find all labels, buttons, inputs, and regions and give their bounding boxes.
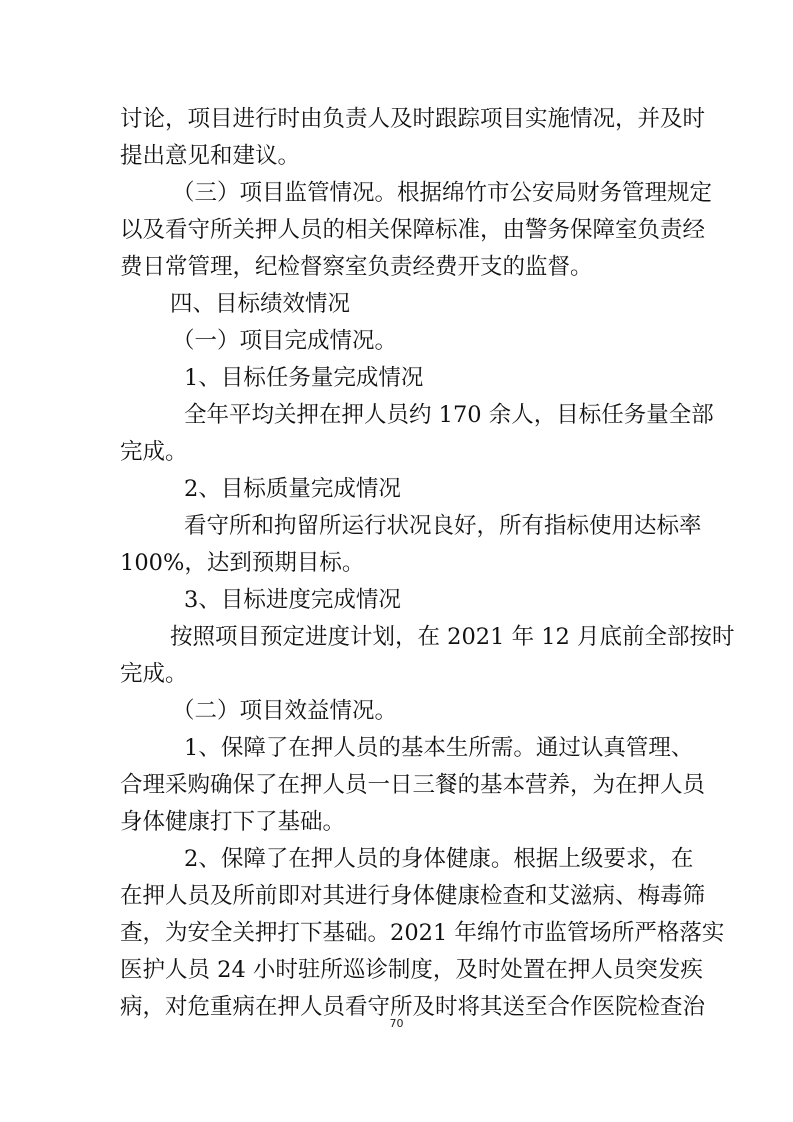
- text-line: 医护人员 24 小时驻所巡诊制度，及时处置在押人员突发疾: [120, 957, 703, 983]
- text-line: 身体健康打下了基础。: [120, 809, 346, 835]
- text-line: 1、保障了在押人员的基本生所需。通过认真管理、: [184, 735, 694, 761]
- text-line: 看守所和拘留所运行状况良好，所有指标使用达标率: [184, 513, 702, 539]
- text-line: 完成。: [120, 439, 188, 465]
- text-line: 以及看守所关押人员的相关保障标准，由警务保障室负责经: [120, 217, 706, 243]
- page-number: 70: [389, 1017, 404, 1030]
- subsection-heading: （一）项目完成情况。: [172, 328, 398, 354]
- text-line: 2、保障了在押人员的身体健康。根据上级要求，在: [184, 846, 694, 872]
- item-heading: 3、目标进度完成情况: [184, 587, 401, 613]
- item-heading: 1、目标任务量完成情况: [184, 365, 424, 391]
- item-heading: 2、目标质量完成情况: [184, 476, 401, 502]
- text-line: 病，对危重病在押人员看守所及时将其送至合作医院检查治: [120, 994, 706, 1020]
- text-line: 100%，达到预期目标。: [120, 550, 365, 576]
- section-heading: 四、目标绩效情况: [170, 291, 351, 317]
- subsection-heading: （二）项目效益情况。: [172, 698, 398, 724]
- text-line: 全年平均关押在押人员约 170 余人，目标任务量全部: [184, 402, 714, 428]
- text-line: 讨论，项目进行时由负责人及时跟踪项目实施情况，并及时: [120, 106, 706, 132]
- text-line: 费日常管理，纪检督察室负责经费开支的监督。: [120, 254, 593, 280]
- text-line: 按照项目预定进度计划，在 2021 年 12 月底前全部按时: [170, 624, 735, 650]
- text-line: 合理采购确保了在押人员一日三餐的基本营养，为在押人员: [120, 772, 706, 798]
- text-line: （三）项目监管情况。根据绵竹市公安局财务管理规定: [172, 180, 713, 206]
- text-line: 查，为安全关押打下基础。2021 年绵竹市监管场所严格落实: [120, 920, 725, 946]
- text-line: 在押人员及所前即对其进行身体健康检查和艾滋病、梅毒筛: [120, 883, 706, 909]
- text-line: 提出意见和建议。: [120, 143, 301, 169]
- text-line: 完成。: [120, 661, 188, 687]
